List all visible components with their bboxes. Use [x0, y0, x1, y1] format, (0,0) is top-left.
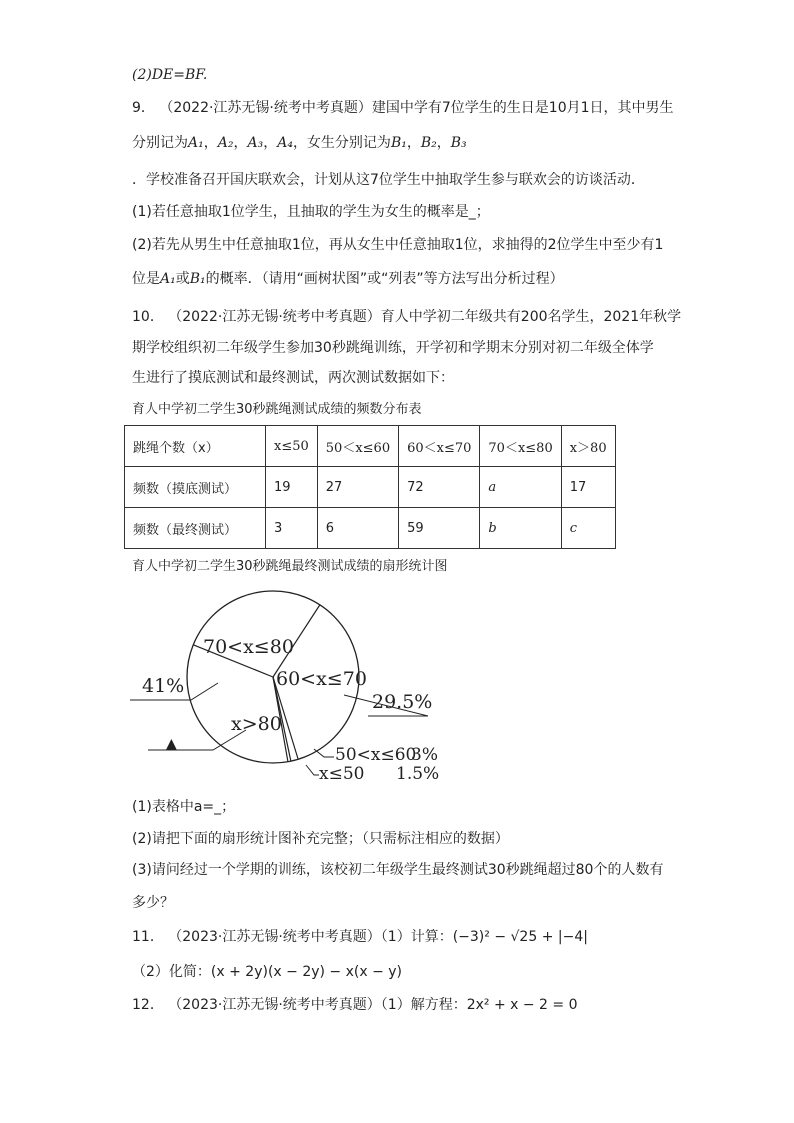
slice-label: 50<x≤60 — [335, 745, 417, 765]
table-cell: 19 — [266, 467, 318, 508]
table-cell: 59 — [399, 508, 480, 549]
table-header-cell: 60＜x≤70 — [399, 426, 480, 467]
table-cell: b — [480, 508, 561, 549]
table-cell: 6 — [317, 508, 398, 549]
table-cell: a — [480, 467, 561, 508]
q9-sub2-suffix: 的概率．（请用“画树状图”或“列表”等方法写出分析过程） — [205, 271, 564, 287]
female-b2: B₂ — [420, 135, 437, 151]
slice-value-label: ▲ — [166, 736, 177, 752]
symbol-b1: B₁ — [189, 271, 206, 287]
pie-title: 育人中学初二学生30秒跳绳最终测试成绩的扇形统计图 — [132, 559, 448, 574]
q10-sub3-line2: 多少？ — [132, 895, 174, 911]
symbol-a1: A₁ — [160, 271, 176, 287]
male-a2: A₂ — [217, 135, 234, 151]
table-cell: 3 — [266, 508, 318, 549]
q8-part2: (2)DE=BF. — [132, 67, 208, 83]
male-a4: A₄ — [277, 135, 293, 151]
q10-sub1: (1)表格中a=_； — [132, 799, 236, 815]
q12-line1: 12． （2023·江苏无锡·统考中考真题）（1）解方程：2x² + x − 2 = 0 — [132, 997, 578, 1013]
q11-line1: 11． （2023·江苏无锡·统考中考真题）（1）计算：(−3)² − √25 + |−4| — [132, 929, 588, 945]
slice-value-label: 1.5% — [396, 764, 440, 784]
frequency-table — [124, 425, 616, 549]
q9-sub2-line1: (2)若先从男生中任意抽取1位，再从女生中任意抽取1位，求抽得的2位学生中至少有1 — [132, 237, 664, 253]
female-b3: B₃ — [450, 135, 467, 151]
female-b1: B₁ — [390, 135, 407, 151]
table-header-cell: 50＜x≤60 — [317, 426, 398, 467]
table-cell: c — [561, 508, 615, 549]
slice-value-label: 41% — [142, 675, 185, 697]
slice-label: x>80 — [231, 713, 282, 735]
table-header-cell: 跳绳个数（x） — [125, 426, 266, 467]
slice-label: 70<x≤80 — [203, 636, 294, 658]
male-a3: A₃ — [247, 135, 264, 151]
q9-sub2-or: 或 — [175, 271, 190, 287]
table-row — [125, 508, 616, 549]
q10-line2: 期学校组织初二年级学生参加30秒跳绳训练，开学初和学期末分别对初二年级全体学 — [132, 340, 654, 356]
q9-sub2-prefix: 位是 — [132, 271, 160, 287]
q9-line3: ．学校准备召开国庆联欢会，计划从这7位学生中抽取学生参与联欢会的访谈活动． — [132, 172, 645, 188]
slice-value-label: 29.5% — [372, 691, 433, 713]
q10-line1: 10． （2022·江苏无锡·统考中考真题）育人中学初二年级共有200名学生，2021年秋学 — [132, 309, 682, 325]
q9-line2-mid: ，女生分别记为 — [292, 135, 391, 151]
table-cell: 频数（最终测试） — [125, 508, 266, 549]
table-title: 育人中学初二学生30秒跳绳测试成绩的频数分布表 — [132, 402, 422, 417]
q10-sub2: (2)请把下面的扇形统计图补充完整；（只需标注相应的数据） — [132, 831, 509, 847]
table-cell: 72 — [399, 467, 480, 508]
table-header-cell: x≤50 — [266, 426, 318, 467]
q9-line2-prefix: 分别记为 — [132, 135, 188, 151]
table-cell: 17 — [561, 467, 615, 508]
slice-label: x≤50 — [319, 764, 365, 784]
pie-chart — [118, 585, 468, 785]
q9-sub2-line2 — [132, 269, 564, 289]
table-row — [125, 467, 616, 508]
table-cell: 频数（摸底测试） — [125, 467, 266, 508]
slice-value-label: 3% — [411, 745, 438, 765]
male-a1: A₁ — [188, 135, 204, 151]
q9-line2: 分别记为A₁，A₂，A₃，A₄，女生分别记为B₁，B₂，B₃ — [132, 135, 467, 151]
table-header-row — [125, 426, 616, 467]
q10-line3: 生进行了摸底测试和最终测试，两次测试数据如下： — [132, 370, 454, 386]
q9-line1: 9． （2022·江苏无锡·统考中考真题）建国中学有7位学生的生日是10月1日，其中男生 — [132, 100, 674, 116]
leader-line — [306, 765, 319, 775]
table-cell: 27 — [317, 467, 398, 508]
table-header-cell: x＞80 — [561, 426, 615, 467]
slice-label: 60<x≤70 — [276, 668, 367, 690]
q9-sub1: (1)若任意抽取1位学生，且抽取的学生为女生的概率是_； — [132, 204, 490, 220]
q11-line2: （2）化简：(x + 2y)(x − 2y) − x(x − y) — [132, 964, 403, 980]
table-header-cell: 70＜x≤80 — [480, 426, 561, 467]
q10-sub3-line1: (3)请问经过一个学期的训练，该校初二年级学生最终测试30秒跳绳超过80个的人数有 — [132, 862, 664, 878]
